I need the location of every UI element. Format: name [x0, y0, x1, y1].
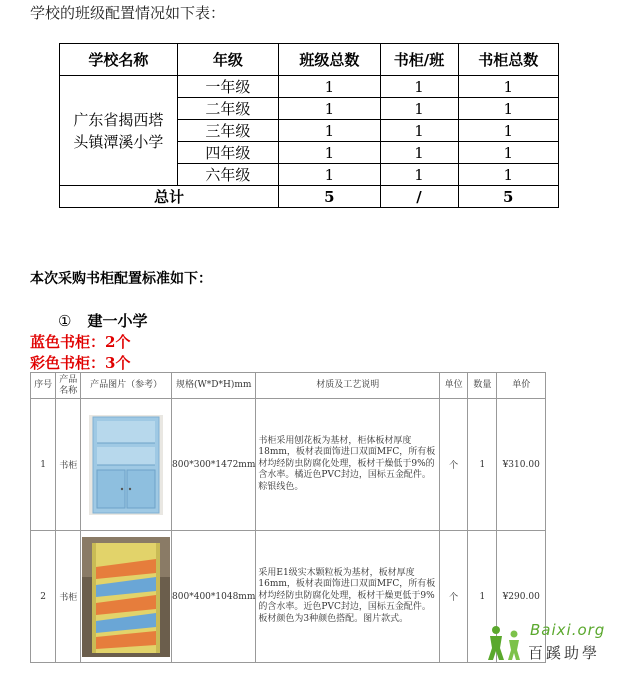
header-desc: 材质及工艺说明	[256, 373, 440, 399]
header-school: 学校名称	[60, 44, 178, 76]
row-spec: 800*300*1472mm	[172, 399, 256, 531]
row-no: 2	[31, 531, 56, 663]
school-heading-name: 建一小学	[87, 312, 148, 330]
row-qty: 1	[468, 399, 497, 531]
grade-cell: 六年级	[177, 164, 278, 186]
intro-text: 学校的班级配置情况如下表：	[30, 4, 226, 22]
total-cell: 1	[458, 164, 558, 186]
header-name	[56, 373, 81, 399]
watermark-cn: 百蹊助學	[528, 644, 601, 662]
header-unit: 单位	[440, 373, 468, 399]
table-row	[31, 399, 546, 531]
header-total: 书柜总数	[458, 44, 558, 76]
color-cabinet-count: 彩色书柜：3个	[30, 354, 131, 372]
per-class-cell: 1	[380, 142, 458, 164]
total-cell: 1	[458, 142, 558, 164]
table-row	[60, 76, 559, 98]
table-row	[31, 531, 546, 663]
row-spec: 800*400*1048mm	[172, 531, 256, 663]
header-per-class: 书柜/班	[380, 44, 458, 76]
watermark-logo-icon	[484, 624, 528, 662]
grade-cell: 二年级	[177, 98, 278, 120]
color-bookcase-image	[82, 537, 170, 657]
row-price: ¥290.00	[497, 531, 546, 663]
per-class-cell: 1	[380, 164, 458, 186]
school-heading	[58, 310, 147, 331]
watermark-en: Baixi.org	[530, 621, 606, 639]
classes-cell: 1	[279, 164, 380, 186]
total-row	[60, 186, 559, 208]
table-header-row	[31, 373, 546, 399]
classes-cell: 1	[279, 76, 380, 98]
blue-cabinet-count: 蓝色书柜：2个	[30, 333, 131, 351]
row-qty: 1	[468, 531, 497, 663]
total-label: 总计	[60, 186, 279, 208]
row-name: 书柜	[56, 531, 81, 663]
row-no: 1	[31, 399, 56, 531]
grade-cell: 一年级	[177, 76, 278, 98]
class-config-table	[59, 43, 559, 208]
header-no: 序号	[31, 373, 56, 399]
per-class-cell: 1	[380, 120, 458, 142]
header-price: 单价	[497, 373, 546, 399]
header-grade: 年级	[177, 44, 278, 76]
product-image-cell	[81, 531, 172, 663]
per-class-cell: 1	[380, 76, 458, 98]
table-header-row	[60, 44, 559, 76]
header-spec: 规格(W*D*H)mm	[172, 373, 256, 399]
product-image-cell	[81, 399, 172, 531]
header-qty: 数量	[468, 373, 497, 399]
school-name: 广东省揭西塔头镇潭溪小学	[73, 110, 164, 151]
row-desc: 书柜采用刨花板为基材，柜体板材厚度18mm，板材表面饰进口双面MFC，所有板材均经防虫防腐化处理，板材干燥低于9%的含水率。橘近色PVC封边，国标五金配件。粽银线色。	[256, 399, 440, 531]
grade-cell: 三年级	[177, 120, 278, 142]
total-classes: 5	[279, 186, 380, 208]
school-number: ①	[58, 312, 72, 330]
blue-bookcase-image	[89, 415, 163, 515]
total-per-class: /	[380, 186, 458, 208]
grade-cell: 四年级	[177, 142, 278, 164]
classes-cell: 1	[279, 142, 380, 164]
total-cabinets: 5	[458, 186, 558, 208]
classes-cell: 1	[279, 98, 380, 120]
row-name: 书柜	[56, 399, 81, 531]
row-unit: 个	[440, 531, 468, 663]
header-image: 产品图片（参考）	[81, 373, 172, 399]
row-desc: 采用E1级实木颗粒板为基材，板材厚度16mm，板材表面饰进口双面MFC，所有板材均经防虫防腐化处理，板材干燥更低于9%的含水率。近色PVC封边，国标五金配件。板材颜色为3种颜色搭配。图片款式。	[256, 531, 440, 663]
header-name-text: 产品名称	[59, 374, 78, 396]
total-cell: 1	[458, 98, 558, 120]
row-unit: 个	[440, 399, 468, 531]
cabinet-spec-table	[30, 372, 546, 663]
total-cell: 1	[458, 120, 558, 142]
school-name-cell	[60, 76, 178, 186]
row-price: ¥310.00	[497, 399, 546, 531]
total-cell: 1	[458, 76, 558, 98]
header-classes: 班级总数	[279, 44, 380, 76]
per-class-cell: 1	[380, 98, 458, 120]
classes-cell: 1	[279, 120, 380, 142]
standard-heading: 本次采购书柜配置标准如下：	[30, 271, 212, 287]
